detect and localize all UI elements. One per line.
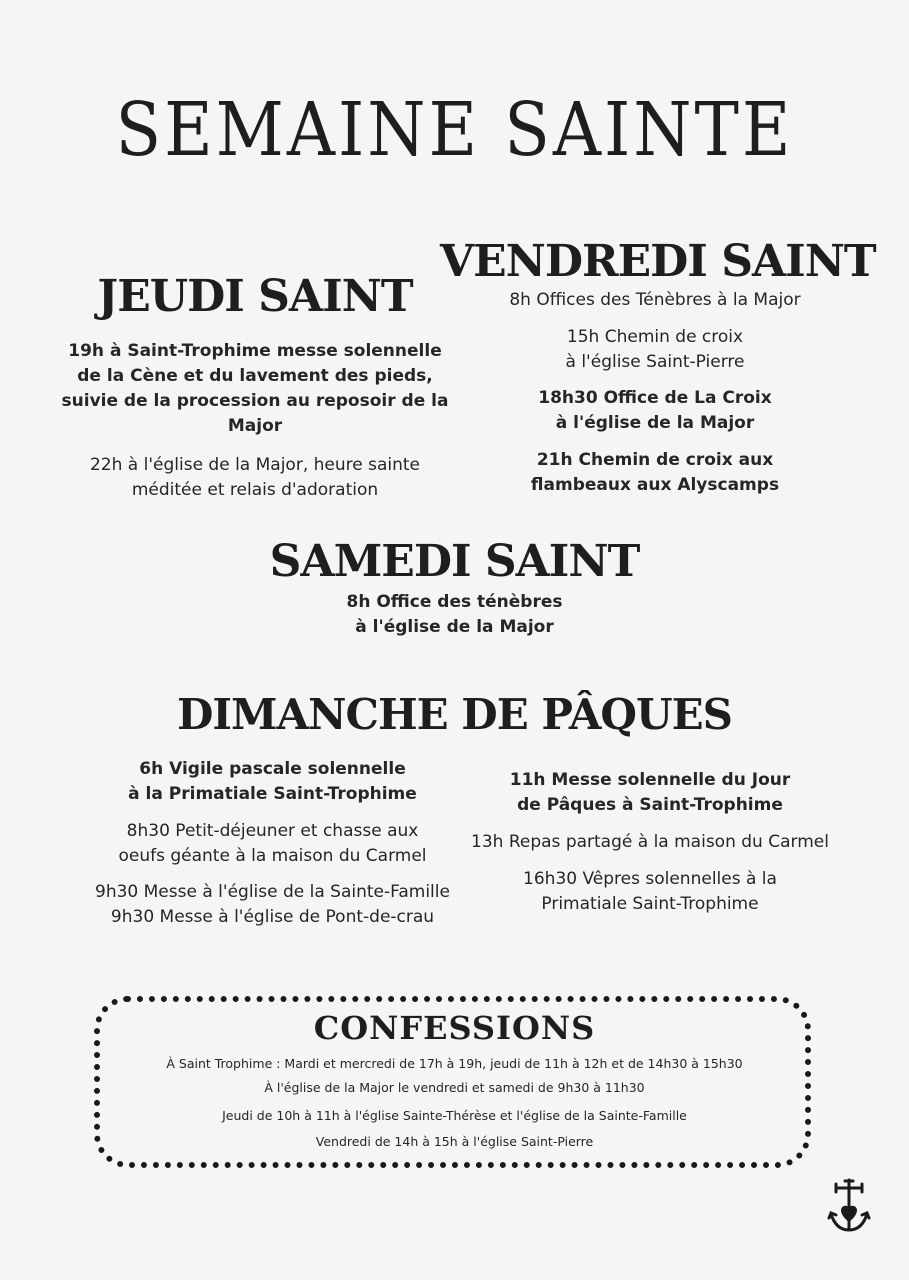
vendredi-saint-heading: VENDREDI SAINT xyxy=(440,236,876,287)
jeudi-item-1: 19h à Saint-Trophime messe solennelle de la Cène et du lavement des pieds, suivie de la procession au reposoir de la Major xyxy=(61,341,449,436)
vendredi-item-1: 8h Offices des Ténèbres à la Major xyxy=(509,290,801,310)
confessions-line-1: À Saint Trophime : Mardi et mercredi de 17h à 19h, jeudi de 11h à 12h et de 14h30 à 15h30 xyxy=(166,1056,743,1071)
samedi-saint-heading: SAMEDI SAINT xyxy=(269,536,640,587)
vendredi-item-2: 15h Chemin de croix à l'église Saint-Pierre xyxy=(565,327,745,372)
dimanche-left-item-2: 8h30 Petit-déjeuner et chasse aux oeufs géante à la maison du Carmel xyxy=(118,821,427,866)
dimanche-paques-heading: DIMANCHE DE PÂQUES xyxy=(176,690,732,739)
jeudi-saint-heading: JEUDI SAINT xyxy=(97,271,413,322)
confessions-line-3: Jeudi de 10h à 11h à l'église Sainte-Thérèse et l'église de la Sainte-Famille xyxy=(222,1108,687,1123)
dimanche-left-item-3: 9h30 Messe à l'église de la Sainte-Famille 9h30 Messe à l'église de Pont-de-crau xyxy=(95,882,450,927)
confessions-line-4: Vendredi de 14h à 15h à l'église Saint-Pierre xyxy=(315,1134,594,1149)
dimanche-right-item-3: 16h30 Vêpres solennelles à la Primatiale Saint-Trophime xyxy=(523,869,777,914)
dimanche-right-item-1: 11h Messe solennelle du Jour de Pâques à Saint-Trophime xyxy=(509,770,791,815)
page-title: SEMAINE SAINTE xyxy=(115,87,794,173)
dimanche-right-item-2: 13h Repas partagé à la maison du Carmel xyxy=(471,832,829,852)
camargue-cross-icon xyxy=(826,1178,872,1236)
confessions-heading: CONFESSIONS xyxy=(313,1009,596,1047)
confessions-line-2: À l'église de la Major le vendredi et samedi de 9h30 à 11h30 xyxy=(264,1080,645,1095)
samedi-item-1: 8h Office des ténèbres à l'église de la Major xyxy=(346,592,563,637)
jeudi-item-2: 22h à l'église de la Major, heure sainte méditée et relais d'adoration xyxy=(89,455,421,500)
vendredi-item-4: 21h Chemin de croix aux flambeaux aux Alyscamps xyxy=(530,450,780,495)
dimanche-left-item-1: 6h Vigile pascale solennelle à la Primatiale Saint-Trophime xyxy=(128,759,417,804)
vendredi-item-3: 18h30 Office de La Croix à l'église de la Major xyxy=(538,388,772,433)
